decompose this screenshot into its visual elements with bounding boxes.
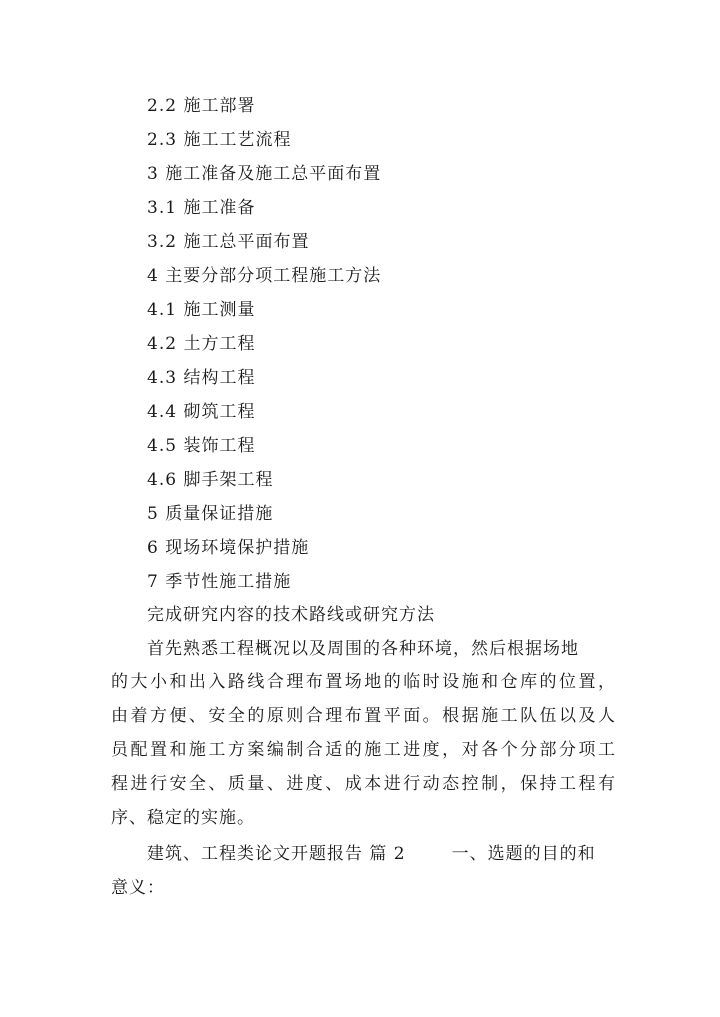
next-article-title-main: 建筑、工程类论文开题报告 篇 2 — [147, 844, 406, 864]
toc-item: 2.3 施工工艺流程 — [147, 130, 292, 150]
paragraph-line: 序、稳定的实施。 — [111, 808, 255, 828]
next-article-subtitle: 一、选题的目的和 — [451, 844, 596, 864]
next-article-title — [147, 843, 596, 865]
toc-item: 7 季节性施工措施 — [147, 572, 292, 592]
section-heading: 完成研究内容的技术路线或研究方法 — [147, 605, 435, 625]
toc-item: 4.3 结构工程 — [147, 368, 256, 388]
toc-item: 2.2 施工部署 — [147, 96, 256, 116]
toc-item: 4.5 装饰工程 — [147, 436, 256, 456]
toc-item: 6 现场环境保护措施 — [147, 538, 310, 558]
toc-item: 5 质量保证措施 — [147, 504, 274, 524]
paragraph-line: 的大小和出入路线合理布置场地的临时设施和仓库的位置， — [111, 672, 616, 692]
toc-item: 3 施工准备及施工总平面布置 — [147, 164, 382, 184]
toc-item: 4.1 施工测量 — [147, 300, 256, 320]
toc-item: 3.2 施工总平面布置 — [147, 232, 310, 252]
paragraph-line: 员配置和施工方案编制合适的施工进度，对各个分部分项工 — [111, 740, 616, 760]
toc-item: 4.6 脚手架工程 — [147, 470, 274, 490]
toc-item: 4.2 土方工程 — [147, 334, 256, 354]
toc-item: 4 主要分部分项工程施工方法 — [147, 266, 382, 286]
paragraph-line: 程进行安全、质量、进度、成本进行动态控制，保持工程有 — [111, 774, 616, 794]
paragraph-line: 首先熟悉工程概况以及周围的各种环境，然后根据场地 — [147, 639, 579, 659]
toc-item: 3.1 施工准备 — [147, 198, 256, 218]
next-article-title-continuation: 意义： — [111, 878, 165, 898]
paragraph-line: 由着方便、安全的原则合理布置平面。根据施工队伍以及人 — [111, 706, 616, 726]
toc-item: 4.4 砌筑工程 — [147, 402, 256, 422]
